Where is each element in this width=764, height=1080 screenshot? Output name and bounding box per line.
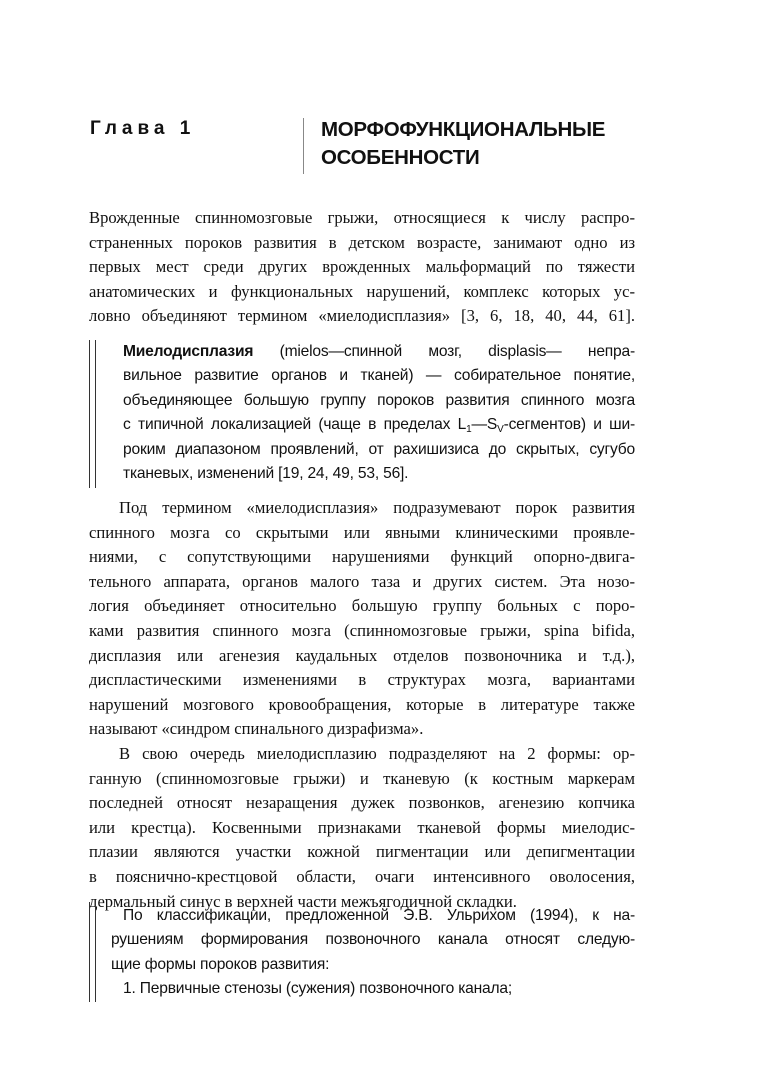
body1-line-5: логия объединяет относительно большую группу больных с поро- (89, 596, 635, 616)
intro-line-4: анатомических и функциональных нарушений, комплекс которых ус- (89, 281, 635, 301)
chapter-title-line-2: ОСОБЕННОСТИ (321, 146, 480, 169)
body2-line-3: последней относят незаращения дужек позвонков, агенезию копчика (89, 793, 635, 813)
definition-text (123, 340, 635, 486)
intro-line-1: Врожденные спинномозговые грыжи, относящиеся к числу распро- (89, 208, 635, 227)
chapter-heading (90, 114, 690, 174)
definition-box-bar (89, 340, 96, 488)
intro-line-5: ловно объединяют термином «миелодисплазия» [3, 6, 18, 40, 44, 61]. (89, 306, 635, 326)
chapter-title (321, 116, 701, 172)
definition-line-4 (123, 413, 635, 437)
body1-line-4: тельного аппарата, органов малого таза и других систем. Эта нозо- (89, 571, 635, 591)
definition-line-5: роким диапазоном проявлений, от рахишизиса до скрытых, сугубо (123, 440, 635, 458)
classification-line-4: 1. Первичные стенозы (сужения) позвоночного канала; (123, 980, 513, 998)
body1-line-8: диспластическими изменениями в структурах мозга, вариантами (89, 670, 635, 690)
body2-line-5: плазии являются участки кожной пигментации или депигментации (89, 842, 635, 862)
chapter-label: Глава 1 (90, 118, 196, 139)
definition-line-4-b: —S (471, 416, 498, 434)
classification-box (89, 902, 635, 1002)
definition-term: Миелодисплазия (123, 343, 254, 360)
definition-sub-2: V (497, 424, 504, 436)
body1-line-7: дисплазия или агенезия каудальных отделов позвоночника и т.д.), (89, 645, 635, 665)
body-paragraph-1 (89, 496, 635, 742)
intro-paragraph (89, 206, 635, 329)
intro-line-3: первых мест среди других врожденных мальформаций по тяжести (89, 257, 635, 277)
body2-line-2: ганную (спинномозговые грыжи) и тканевую (к костным маркерам (89, 768, 635, 788)
body1-line-3: ниями, с сопутствующими нарушениями функций опорно-двига- (89, 547, 635, 567)
definition-sub-1: 1 (466, 424, 472, 436)
definition-box (89, 340, 635, 488)
definition-line-2: вильное развитие органов и тканей) — собирательное понятие, (123, 367, 635, 385)
definition-line-1-rest: (mielos—спинной мозг, displasis— непра- (253, 343, 635, 360)
body1-line-6: ками развития спинного мозга (спинномозговые грыжи, spina bifida, (89, 620, 635, 640)
intro-line-2: страненных пороков развития в детском возрасте, занимают одно из (89, 232, 635, 252)
body1-line-2: спинного мозга со скрытыми или явными клиническими проявле- (89, 522, 635, 542)
definition-line-1 (123, 340, 635, 364)
body-paragraph-2 (89, 742, 635, 914)
chapter-divider (303, 118, 304, 174)
body1-line-10: называют «синдром спинального дизрафизма». (89, 719, 424, 739)
definition-line-3: объединяющее большую группу пороков развития спинного мозга (123, 391, 635, 409)
classification-line-2-text: рушениям формирования позвоночного канала относят следую- (111, 931, 635, 949)
classification-line-1: По классификации, предложенной Э.В. Ульрихом (1994), к на- (123, 907, 635, 924)
body1-line-9: нарушений мозгового кровообращения, которые в литературе также (89, 694, 635, 714)
definition-line-4-a: с типичной локализацией (чаще в пределах L (123, 416, 467, 434)
body2-line-7: дермальный синус в верхней части межъягодичной складки. (89, 891, 517, 911)
body2-line-6: в пояснично-крестцовой области, очаги интенсивного оволосения, (89, 866, 635, 886)
body2-line-4: или крестца). Косвенными признаками тканевой формы миелодис- (89, 817, 635, 837)
chapter-title-line-1: МОРФОФУНКЦИОНАЛЬНЫЕ (321, 118, 606, 141)
definition-line-6: тканевых, изменений [19, 24, 49, 53, 56]. (123, 464, 409, 482)
classification-text (111, 904, 635, 1002)
body2-line-1: В свою очередь миелодисплазию подразделяют на 2 формы: ор- (119, 744, 635, 763)
classification-line-3: щие формы пороков развития: (111, 955, 330, 973)
classification-line-2 (89, 928, 635, 952)
definition-line-4-c: -сегментов) и ши- (503, 416, 635, 434)
body1-line-1: Под термином «миелодисплазия» подразумевают порок развития (119, 498, 635, 517)
